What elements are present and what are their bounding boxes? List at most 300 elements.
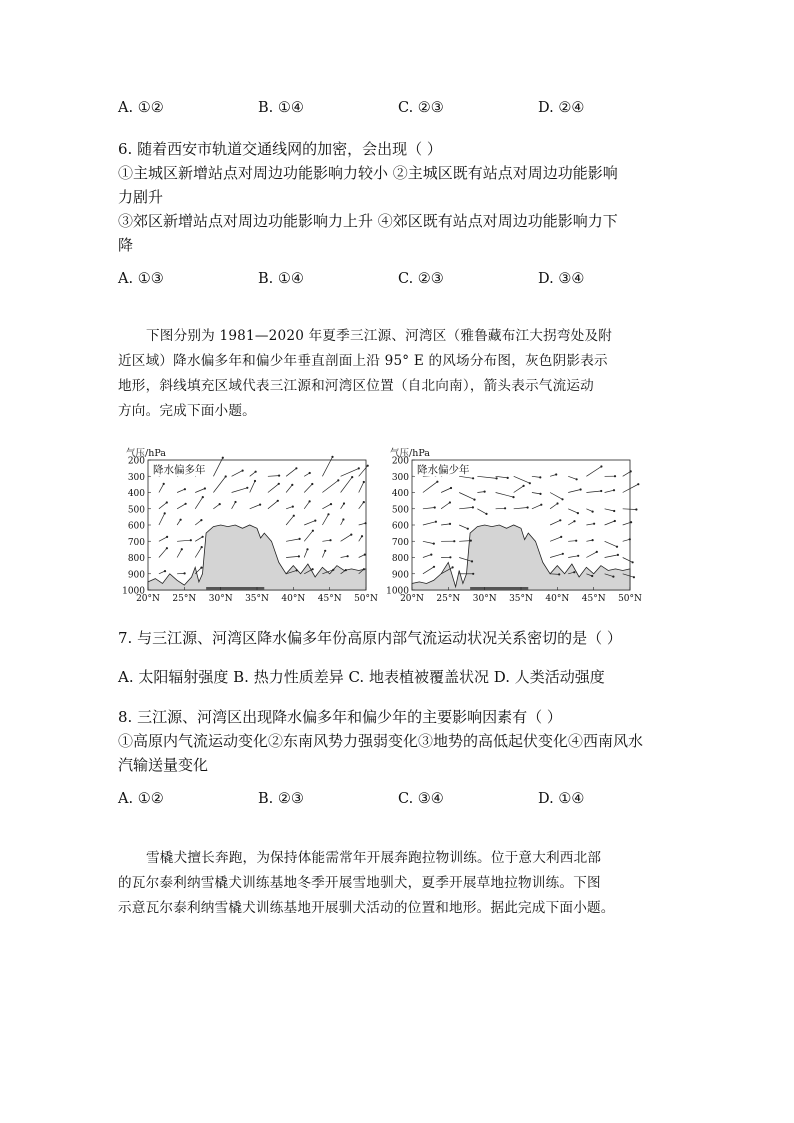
wind-arrow — [213, 477, 225, 493]
q8-option-b[interactable]: B. ②③ — [258, 791, 304, 807]
wind-arrow-head — [472, 573, 474, 575]
wind-arrow-head — [507, 477, 509, 479]
q8-option-a[interactable]: A. ①② — [118, 791, 164, 807]
wind-arrow-head — [592, 511, 594, 513]
wind-arrow-head — [575, 540, 577, 542]
wind-arrow — [213, 504, 219, 509]
wind-arrow — [286, 485, 292, 493]
wind-arrow — [568, 541, 576, 542]
q6-option-b[interactable]: B. ①④ — [258, 271, 304, 287]
x-tick-label: 50°N — [354, 594, 378, 604]
wind-arrow — [341, 468, 359, 476]
wind-arrow-head — [293, 515, 295, 517]
wind-arrow — [213, 458, 222, 477]
wind-arrow — [304, 484, 312, 493]
q5-option-b[interactable]: B. ①④ — [258, 100, 304, 116]
wind-arrow — [423, 541, 434, 543]
wind-arrow-head — [200, 519, 202, 521]
q6-line1: ①主城区新增站点对周边功能影响力较小 ②主城区既有站点对周边功能影响 — [118, 164, 618, 182]
wind-arrow — [159, 537, 167, 541]
passage1-line1: 下图分别为 1981—2020 年夏季三江源、河湾区（雅鲁藏布江大拐弯处及附 — [146, 328, 613, 344]
wind-arrow-head — [278, 475, 280, 477]
terrain-area — [148, 525, 366, 590]
wind-arrow — [514, 476, 530, 483]
wind-arrow-head — [351, 476, 353, 478]
wind-arrow — [423, 508, 435, 509]
passage2-line1: 雪橇犬擅长奔跑，为保持体能需常年开展奔跑拉物训练。位于意大利西北部 — [146, 850, 602, 866]
wind-arrow-head — [363, 481, 365, 483]
wind-arrow-head — [164, 570, 166, 572]
y-axis-title: 气压/hPa — [390, 448, 430, 459]
wind-arrow — [496, 493, 514, 498]
wind-arrow — [322, 480, 338, 492]
wind-arrow-head — [166, 501, 168, 503]
wind-arrow-head — [242, 470, 244, 472]
wind-arrow — [268, 501, 278, 509]
wind-arrow — [195, 520, 201, 525]
y-tick-label: 200 — [391, 456, 409, 467]
wind-arrow — [605, 555, 618, 558]
wind-arrow — [423, 567, 434, 574]
wind-arrow — [322, 514, 328, 525]
wind-arrow-head — [202, 496, 204, 498]
wind-arrow — [568, 476, 576, 479]
y-tick-label: 1000 — [122, 586, 145, 597]
region-hatch — [470, 587, 528, 590]
q6-option-a[interactable]: A. ①③ — [118, 271, 164, 287]
wind-arrow — [195, 489, 205, 493]
wind-arrow-head — [596, 551, 598, 553]
wind-arrow-head — [299, 538, 301, 540]
wind-arrow-head — [312, 568, 314, 570]
wind-arrow-head — [592, 539, 594, 541]
passage-2 — [118, 846, 690, 921]
wind-arrow — [441, 488, 451, 493]
chart-panel-dry-years — [386, 447, 642, 604]
wind-arrow — [341, 477, 353, 492]
wind-arrow — [268, 484, 279, 493]
wind-arrow — [304, 521, 315, 525]
wind-arrow — [586, 491, 601, 493]
x-tick-label: 50°N — [618, 594, 642, 604]
y-tick-label: 800 — [127, 554, 145, 564]
wind-arrow-head — [617, 554, 619, 556]
q8-line1: ①高原内气流运动变化②东南风势力强弱变化③地势的高低起伏变化④西南风水 — [118, 732, 644, 750]
q6-line3: ③郊区新增站点对周边功能影响力上升 ④郊区既有站点对周边功能影响力下 — [118, 212, 618, 230]
passage2-line3: 示意瓦尔泰利纳雪橇犬训练基地开展驯犬活动的位置和地形。据此完成下面小题。 — [118, 900, 615, 916]
wind-arrow-head — [363, 568, 365, 570]
wind-arrow — [232, 488, 248, 493]
wind-arrow-head — [562, 553, 564, 555]
wind-arrow-head — [350, 534, 352, 536]
wind-arrow — [623, 558, 633, 563]
wind-arrow — [532, 476, 540, 477]
q5-option-c[interactable]: C. ②③ — [398, 100, 444, 116]
x-tick-label: 35°N — [509, 594, 533, 604]
wind-arrow-head — [527, 506, 529, 508]
wind-arrow-head — [558, 573, 560, 575]
passage2-line2: 的瓦尔泰利纳雪橇犬训练基地冬季开展雪地驯犬，夏季开展草地拉物训练。下图 — [118, 875, 601, 891]
wind-arrow-head — [472, 506, 474, 508]
q8-stem: 8. 三江源、河湾区出现降水偏多年和偏少年的主要影响因素有（ ） — [118, 708, 562, 726]
wind-arrow-head — [166, 547, 168, 549]
wind-arrow — [550, 504, 557, 509]
wind-arrow-head — [540, 504, 542, 506]
wind-arrow-head — [449, 523, 451, 525]
wind-arrow-head — [164, 512, 166, 514]
wind-arrow-head — [573, 520, 575, 522]
wind-arrow-head — [332, 569, 334, 571]
wind-arrow — [496, 476, 508, 478]
wind-arrow — [177, 489, 185, 492]
wind-arrow — [550, 537, 561, 541]
wind-arrow-head — [629, 538, 631, 540]
wind-arrow-head — [485, 513, 487, 515]
wind-arrow — [304, 549, 307, 557]
q5-option-d[interactable]: D. ②④ — [538, 100, 585, 116]
wind-arrow-head — [593, 523, 595, 525]
wind-arrow — [550, 493, 562, 500]
wind-arrow-head — [472, 477, 474, 479]
wind-arrow-head — [234, 501, 236, 503]
wind-arrow — [304, 501, 309, 508]
wind-arrow-head — [637, 483, 639, 485]
wind-arrow-head — [295, 467, 297, 469]
wind-arrow-head — [453, 540, 455, 542]
y-tick-label: 1000 — [386, 586, 409, 597]
wind-arrow-head — [225, 475, 227, 477]
wind-arrow — [477, 476, 496, 478]
x-tick-label: 30°N — [472, 594, 497, 604]
passage1-line2: 近区域）降水偏多年和偏少年垂直剖面上沿 95° E 的风场分布图，灰色阴影表示 — [118, 353, 608, 369]
wind-arrow-head — [342, 518, 344, 520]
q7-stem: 7. 与三江源、河湾区降水偏多年份高原内部气流运动状况关系密切的是（ ） — [118, 629, 622, 647]
wind-arrow-head — [433, 566, 435, 568]
wind-arrow — [268, 476, 279, 477]
panel-title: 降水偏少年 — [417, 464, 470, 476]
y-tick-label: 400 — [391, 489, 409, 499]
wind-arrow — [195, 497, 203, 509]
wind-arrow-head — [190, 539, 192, 541]
wind-arrow-head — [436, 481, 438, 483]
wind-arrow-head — [259, 504, 261, 506]
wind-arrow-head — [523, 485, 525, 487]
wind-arrow — [623, 539, 630, 541]
wind-arrow-head — [184, 572, 186, 574]
wind-arrow — [605, 541, 617, 546]
wind-arrow — [159, 503, 167, 509]
x-tick-label: 20°N — [136, 594, 160, 604]
wind-arrow-head — [560, 536, 562, 538]
wind-arrow — [286, 556, 299, 557]
wind-arrow — [568, 556, 578, 558]
q6-stem: 6. 随着西安市轨道交通线网的加密，会出现（ ） — [118, 140, 442, 158]
wind-arrow — [514, 508, 528, 509]
wind-arrow — [459, 507, 473, 508]
wind-arrow-head — [591, 575, 593, 577]
wind-arrow-head — [630, 521, 632, 523]
wind-arrow-head — [185, 503, 187, 505]
y-tick-label: 700 — [391, 537, 409, 548]
wind-arrow-head — [471, 560, 473, 562]
y-tick-label: 700 — [127, 537, 145, 548]
wind-arrow — [286, 468, 296, 476]
wind-arrow-head — [614, 520, 616, 522]
wind-arrow-head — [433, 543, 435, 545]
wind-arrow-head — [312, 530, 314, 532]
wind-arrow — [322, 540, 330, 541]
y-tick-label: 600 — [391, 521, 409, 532]
wind-arrow-head — [309, 472, 311, 474]
wind-arrow — [423, 522, 436, 525]
wind-arrow — [177, 549, 182, 557]
wind-arrow-head — [539, 493, 541, 495]
wind-arrow-head — [449, 501, 451, 503]
wind-arrow-head — [539, 476, 541, 478]
wind-arrow-head — [452, 566, 454, 568]
passage1-line4: 方向。完成下面小题。 — [118, 403, 256, 419]
wind-arrow — [550, 520, 560, 525]
wind-arrow-head — [473, 499, 475, 501]
wind-arrow — [568, 521, 574, 525]
q6-option-c[interactable]: C. ②③ — [398, 271, 444, 287]
question-6 — [118, 137, 678, 257]
y-tick-label: 800 — [391, 554, 409, 564]
wind-arrow — [605, 521, 615, 525]
x-tick-label: 30°N — [208, 594, 233, 604]
wind-arrow — [459, 476, 473, 478]
y-tick-label: 500 — [391, 505, 409, 516]
x-tick-label: 35°N — [245, 594, 269, 604]
chart-panel-wet-years — [122, 447, 378, 604]
wind-arrow — [322, 504, 331, 509]
q6-line2: 力剧升 — [118, 188, 164, 206]
x-tick-label: 40°N — [281, 594, 306, 604]
wind-arrow-head — [204, 487, 206, 489]
wind-arrow — [250, 472, 256, 477]
y-axis-title: 气压/hPa — [126, 448, 166, 459]
wind-arrow — [195, 547, 202, 557]
y-tick-label: 200 — [127, 456, 145, 467]
wind-arrow-head — [555, 473, 557, 475]
wind-arrow-head — [470, 540, 472, 542]
wind-arrow — [286, 539, 300, 541]
wind-arrow-head — [561, 498, 563, 500]
wind-arrow-head — [484, 491, 486, 493]
wind-arrow-head — [306, 548, 308, 550]
wind-arrow-head — [201, 546, 203, 548]
q8-option-d[interactable]: D. ①④ — [538, 791, 585, 807]
wind-arrow — [550, 554, 563, 558]
wind-arrow-head — [559, 519, 561, 521]
x-tick-label: 45°N — [581, 594, 606, 604]
x-tick-label: 40°N — [545, 594, 570, 604]
wind-arrow — [195, 537, 202, 542]
wind-arrow — [232, 502, 236, 509]
wind-arrow-head — [556, 502, 558, 504]
wind-arrow-head — [311, 483, 313, 485]
wind-arrow — [423, 555, 431, 558]
wind-arrow — [459, 493, 474, 500]
wind-arrow-head — [202, 536, 204, 538]
wind-arrow-head — [614, 475, 616, 477]
wind-arrow — [286, 516, 294, 525]
wind-arrow — [423, 482, 438, 493]
wind-arrow — [304, 531, 313, 542]
wind-arrow-head — [309, 500, 311, 502]
passage-1 — [118, 324, 690, 424]
wind-arrow-head — [449, 556, 451, 558]
region-hatch — [206, 587, 264, 590]
wind-arrow-head — [292, 506, 294, 508]
wind-arrow-head — [576, 478, 578, 480]
wind-arrow-head — [255, 471, 257, 473]
wind-arrow-head — [612, 576, 614, 578]
wind-arrow — [459, 525, 468, 529]
y-tick-label: 300 — [391, 472, 409, 483]
wind-field-figure — [118, 440, 648, 610]
wind-arrow — [232, 471, 243, 477]
q7-options[interactable]: A. 太阳辐射强度 B. 热力性质差异 C. 地表植被覆盖状况 D. 人类活动强度 — [118, 668, 605, 686]
wind-arrow-head — [365, 522, 367, 524]
wind-arrow-head — [363, 501, 365, 503]
wind-arrow-head — [580, 488, 582, 490]
wind-arrow — [568, 490, 580, 493]
wind-arrow-head — [291, 484, 293, 486]
panel-title: 降水偏多年 — [153, 464, 206, 476]
wind-arrow-head — [367, 465, 369, 467]
wind-arrow-head — [345, 569, 347, 571]
y-tick-label: 400 — [127, 489, 145, 499]
wind-arrow — [532, 505, 541, 509]
y-tick-label: 500 — [127, 505, 145, 516]
wind-arrow-head — [324, 550, 326, 552]
wind-arrow-head — [529, 482, 531, 484]
wind-arrow-head — [184, 488, 186, 490]
wind-arrow — [623, 471, 631, 476]
wind-arrow-head — [347, 555, 349, 557]
wind-arrow — [441, 503, 450, 509]
wind-arrow-head — [329, 539, 331, 541]
wind-arrow-head — [219, 503, 221, 505]
wind-arrow-head — [181, 548, 183, 550]
wind-arrow-head — [512, 496, 514, 498]
y-tick-label: 900 — [127, 570, 145, 581]
wind-arrow-head — [327, 513, 329, 515]
y-tick-label: 600 — [127, 521, 145, 532]
wind-arrow-head — [314, 520, 316, 522]
x-tick-label: 45°N — [317, 594, 342, 604]
wind-arrow-head — [331, 456, 333, 458]
x-tick-label: 20°N — [400, 594, 424, 604]
wind-arrow — [605, 509, 615, 511]
passage1-line3: 地形，斜线填充区域代表三江源和河湾区位置（自北向南），箭头表示气流运动 — [118, 378, 594, 394]
wind-arrow-head — [600, 490, 602, 492]
wind-arrow-head — [467, 528, 469, 530]
wind-arrow-head — [630, 470, 632, 472]
wind-arrow-head — [635, 508, 637, 510]
q6-line4: 降 — [118, 236, 134, 254]
wind-arrow — [177, 540, 191, 541]
wind-arrow-head — [496, 477, 498, 479]
wind-arrow — [159, 484, 164, 493]
wind-arrow — [159, 548, 167, 557]
wind-arrow-head — [434, 506, 436, 508]
x-tick-label: 25°N — [172, 594, 197, 604]
wind-arrow-head — [632, 561, 634, 563]
wind-arrow — [605, 490, 614, 492]
wind-arrow — [159, 513, 165, 525]
question-8 — [118, 705, 678, 777]
wind-arrow-head — [296, 569, 298, 571]
wind-arrow — [359, 482, 364, 493]
wind-arrow-head — [298, 555, 300, 557]
wind-arrow-head — [613, 510, 615, 512]
wind-arrow-head — [222, 457, 224, 459]
wind-arrow — [250, 481, 255, 493]
wind-arrow — [623, 509, 637, 510]
wind-arrow-head — [343, 502, 345, 504]
wind-arrow-head — [430, 554, 432, 556]
wind-arrow-head — [163, 483, 165, 485]
q8-line2: 汽输送量变化 — [118, 756, 209, 774]
wind-arrow-head — [364, 554, 366, 556]
q6-option-d[interactable]: D. ③④ — [538, 271, 585, 287]
wind-arrow-head — [573, 571, 575, 573]
wind-arrow — [359, 502, 364, 509]
wind-arrow — [532, 493, 541, 494]
wind-arrow-head — [277, 500, 279, 502]
wind-arrow — [177, 504, 186, 509]
wind-arrow-head — [613, 489, 615, 491]
y-tick-label: 900 — [391, 570, 409, 581]
q5-option-a[interactable]: A. ①② — [118, 100, 164, 116]
wind-arrow — [341, 535, 352, 542]
wind-arrow — [496, 508, 506, 509]
wind-arrow — [477, 509, 486, 514]
wind-arrow-head — [435, 521, 437, 523]
wind-arrow-head — [504, 507, 506, 509]
wind-arrow-head — [254, 480, 256, 482]
wind-arrow-head — [337, 479, 339, 481]
wind-arrow-head — [577, 555, 579, 557]
wind-arrow-head — [180, 519, 182, 521]
wind-arrow — [586, 552, 596, 558]
wind-arrow — [250, 505, 260, 509]
q8-option-c[interactable]: C. ③④ — [398, 791, 444, 807]
wind-arrow-head — [200, 567, 202, 569]
wind-arrow — [514, 486, 524, 493]
wind-arrow-head — [577, 512, 579, 514]
y-tick-label: 300 — [127, 472, 145, 483]
wind-arrow-head — [166, 536, 168, 538]
wind-arrow-head — [246, 487, 248, 489]
wind-arrow-head — [358, 467, 360, 469]
wind-arrow-head — [361, 535, 363, 537]
wind-arrow — [568, 509, 578, 513]
wind-arrow — [586, 467, 601, 477]
wind-arrow-head — [616, 546, 618, 548]
wind-arrow-head — [278, 483, 280, 485]
wind-arrow — [441, 524, 450, 525]
wind-arrow — [623, 484, 639, 492]
x-tick-label: 25°N — [436, 594, 461, 604]
wind-arrow — [586, 524, 594, 525]
wind-arrow-head — [600, 465, 602, 467]
wind-arrow-head — [633, 576, 635, 578]
wind-arrow-head — [450, 487, 452, 489]
wind-arrow-head — [330, 503, 332, 505]
